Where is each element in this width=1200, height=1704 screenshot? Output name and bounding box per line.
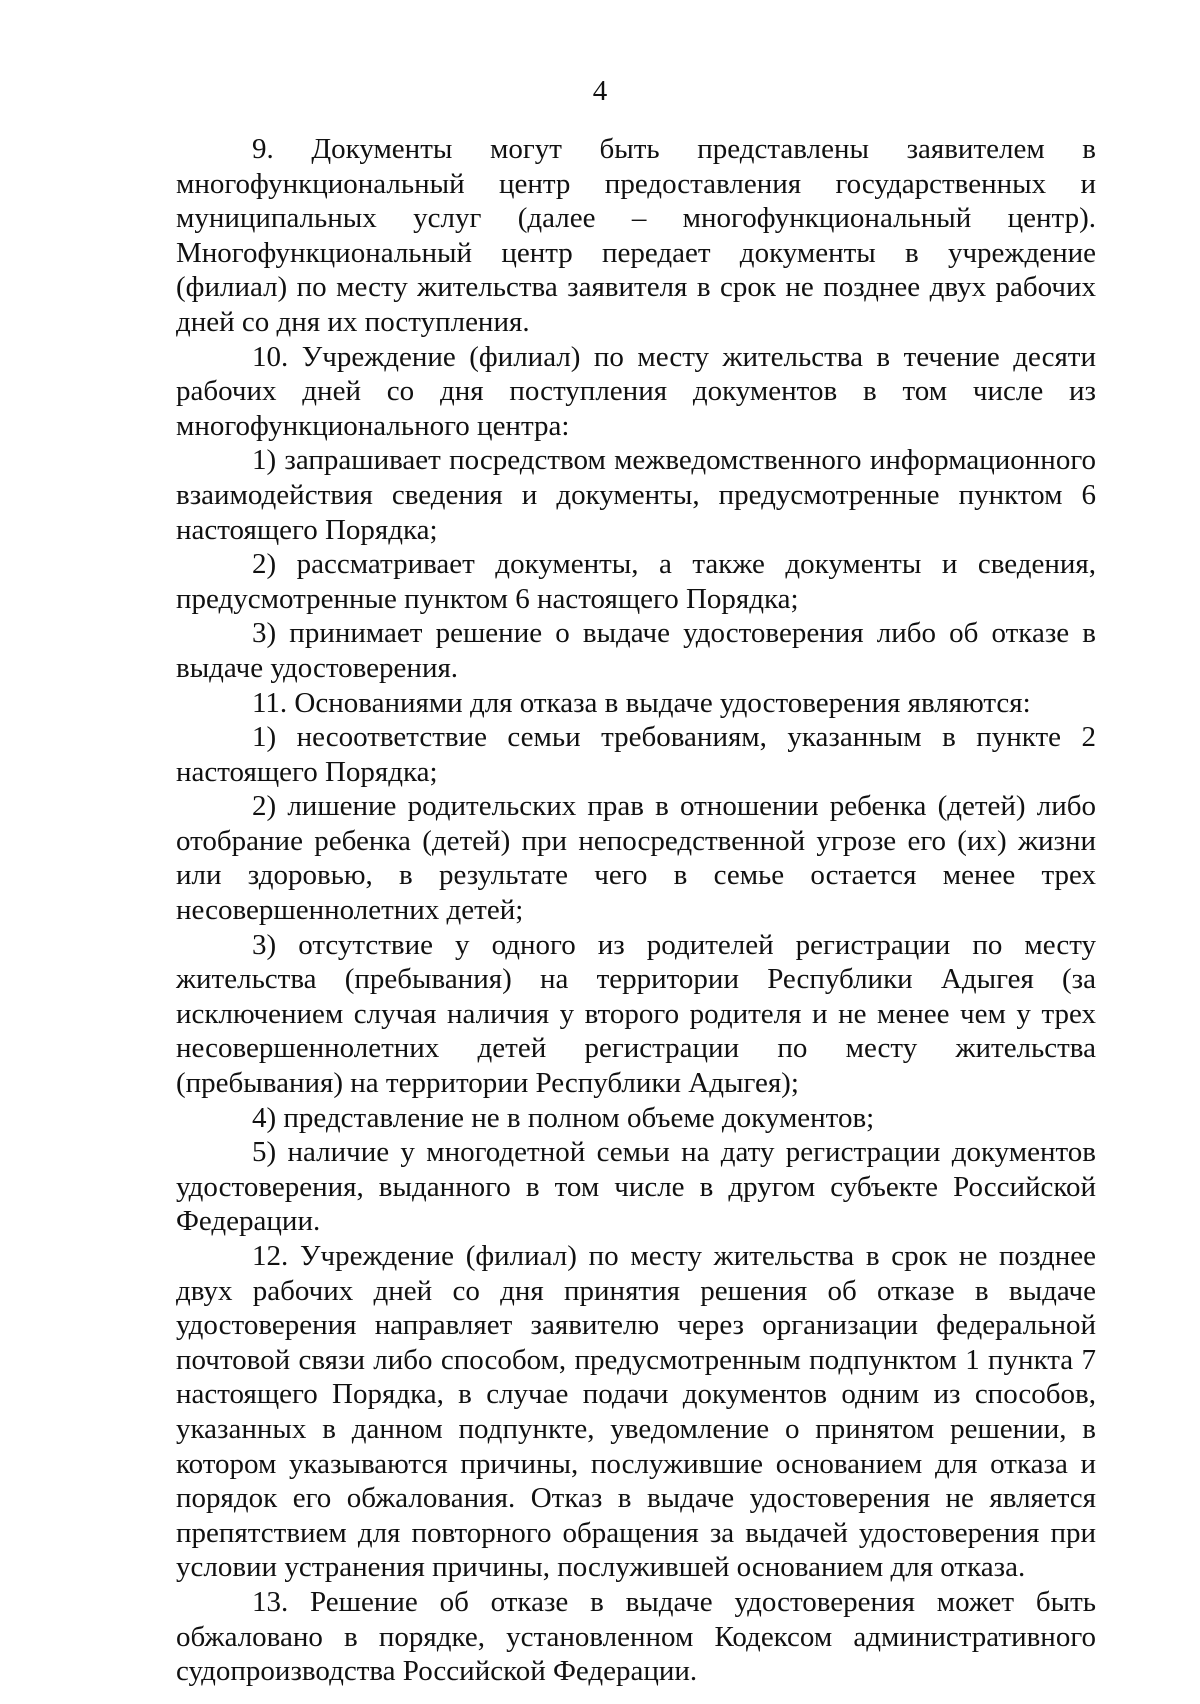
paragraph-11-item-2: 2) лишение родительских прав в отношении ребенка (детей) либо отобрание ребенка (детей) при непосредственной угрозе его (их) жизни или здоровью, в результате чего в семье остается менее трех несовершеннолетних детей; — [176, 790, 1096, 927]
paragraph-10: 10. Учреждение (филиал) по месту жительства в течение десяти рабочих дней со дня поступления документов в том числе из многофункционального центра: — [176, 340, 1096, 442]
paragraph-11-item-3: 3) отсутствие у одного из родителей регистрации по месту жительства (пребывания) на территории Республики Адыгея (за исключением случая наличия у второго родителя и не менее чем у трех несовершеннолетних детей регистрации по месту жительства (пребывания) на территории Республики Адыгея); — [176, 928, 1096, 1100]
page-number: 4 — [592, 75, 608, 107]
paragraph-11-item-5: 5) наличие у многодетной семьи на дату регистрации документов удостоверения, выданного в том числе в другом субъекте Российской Федерации. — [176, 1136, 1096, 1238]
paragraph-11: 11. Основаниями для отказа в выдаче удостоверения являются: — [252, 686, 1031, 719]
paragraph-9: 9. Документы могут быть представлены заявителем в многофункциональный центр предоставления государственных и муниципальных услуг (далее – многофункциональный центр). Многофункциональный центр передает документы в учреждение (филиал) по месту жительства заявителя в срок не позднее двух рабочих дней со дня их поступления. — [176, 133, 1096, 338]
paragraph-12: 12. Учреждение (филиал) по месту жительства в срок не позднее двух рабочих дней со дня принятия решения об отказе в выдаче удостоверения направляет заявителю через организации федеральной почтовой связи либо способом, предусмотренным подпунктом 1 пункта 7 настоящего Порядка, в случае подачи документов одним из способов, указанных в данном подпункте, уведомление о принятом решении, в котором указываются причины, послужившие основанием для отказа и порядок его обжалования. Отказ в выдаче удостоверения не является препятствием для повторного обращения за выдачей удостоверения при условии устранения причины, послужившей основанием для отказа. — [176, 1240, 1096, 1584]
paragraph-10-item-2: 2) рассматривает документы, а также документы и сведения, предусмотренные пунктом 6 настоящего Порядка; — [176, 548, 1096, 615]
paragraph-11-item-4: 4) представление не в полном объеме документов; — [252, 1101, 875, 1134]
paragraph-10-item-1: 1) запрашивает посредством межведомственного информационного взаимодействия сведения и документы, предусмотренные пунктом 6 настоящего Порядка; — [176, 444, 1096, 546]
paragraph-11-item-1: 1) несоответствие семьи требованиям, указанным в пункте 2 настоящего Порядка; — [176, 721, 1096, 788]
paragraph-10-item-3: 3) принимает решение о выдаче удостоверения либо об отказе в выдаче удостоверения. — [176, 617, 1096, 684]
paragraph-13: 13. Решение об отказе в выдаче удостоверения может быть обжаловано в порядке, установленном Кодексом административного судопроизводства Российской Федерации. — [176, 1585, 1096, 1688]
document-body — [176, 132, 1096, 1689]
